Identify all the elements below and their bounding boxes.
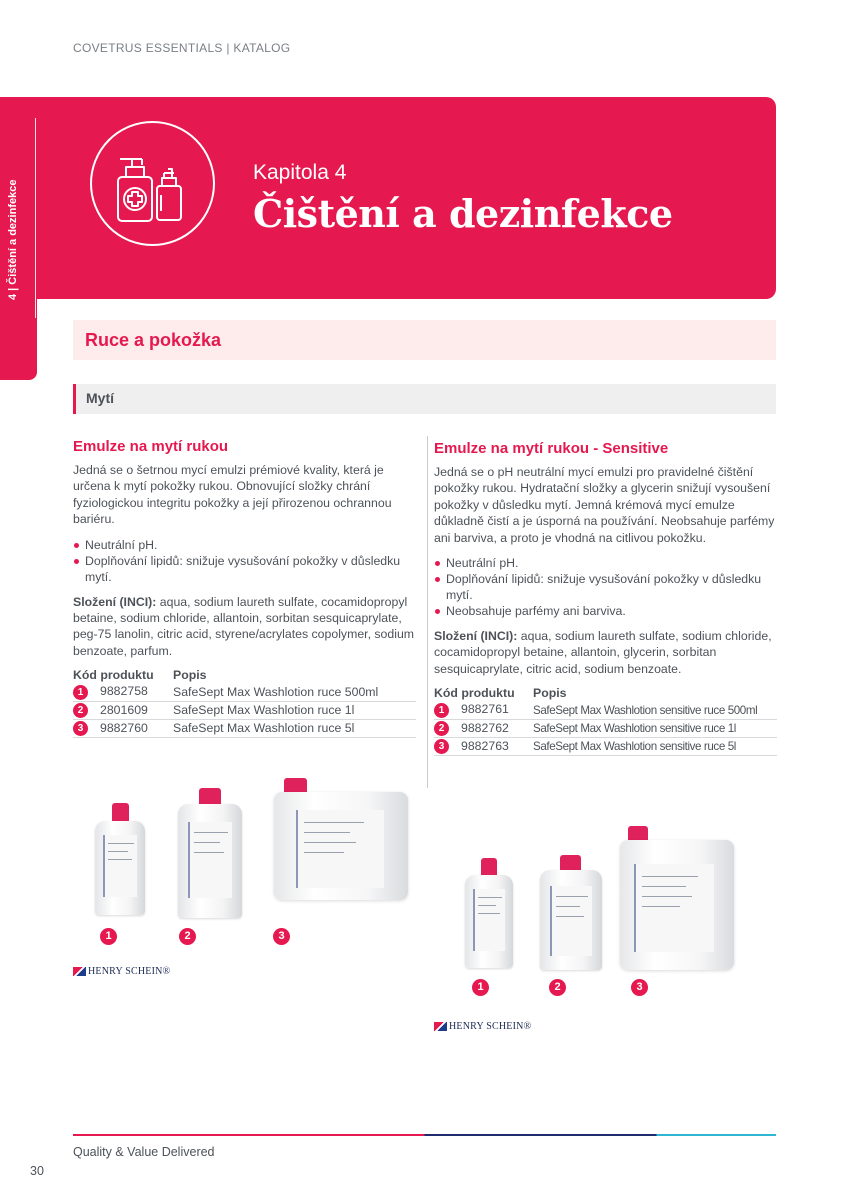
product-code: 9882762 <box>461 720 509 735</box>
item-number-badge: 1 <box>73 685 88 700</box>
composition-label: Složení (INCI): <box>73 594 157 609</box>
table-row <box>73 701 416 719</box>
column-divider <box>427 436 428 788</box>
subsection-header <box>73 384 776 414</box>
bottle-500ml-image <box>95 803 145 915</box>
product-description-cell: SafeSept Max Washlotion ruce 500ml <box>173 683 416 701</box>
product-washlotion <box>73 438 418 738</box>
feature-item: Neutrální pH. <box>434 555 779 571</box>
feature-list <box>73 537 418 585</box>
footer-divider <box>73 1134 776 1136</box>
composition <box>434 628 779 677</box>
hand-sanitizer-bottles-icon <box>90 121 215 246</box>
table-row <box>434 719 777 737</box>
column-header-code: Kód produktu <box>434 685 515 700</box>
product-description-cell: SafeSept Max Washlotion sensitive ruce 5l <box>533 737 777 755</box>
canister-5l-image <box>274 778 408 900</box>
item-number-badge: 3 <box>434 739 449 754</box>
chapter-label: Kapitola 4 <box>253 161 347 184</box>
table-row <box>73 683 416 701</box>
bottle-1l-sensitive-image <box>540 855 602 970</box>
product-description-cell: SafeSept Max Washlotion ruce 5l <box>173 719 416 737</box>
bottle-500ml-sensitive-image <box>465 858 513 968</box>
product-description: Jedná se o šetrnou mycí emulzi prémiové kvality, která je určena k mytí pokožky rukou. Obnovující složky chrání fyziologickou integritu pokožky a její přirozenou ochrannou bariéru. <box>73 463 392 527</box>
table-row <box>434 737 777 755</box>
page-number: 30 <box>30 1164 44 1178</box>
feature-item: Neutrální pH. <box>73 537 418 553</box>
product-table <box>73 667 416 738</box>
table-header-row <box>73 667 416 683</box>
catalog-header: COVETRUS ESSENTIALS | KATALOG <box>73 41 291 55</box>
product-description: Jedná se o pH neutrální mycí emulzi pro pravidelné čištění pokožky rukou. Hydratační složky a glycerin snižují vysoušení pokožky v důsledku mytí. Jemná krémová mycí emulze důkladně čistí a je úsporná na používání. Neobsahuje parfémy ani barviva, a proto je vhodná na citlivou pokožku. <box>434 465 775 545</box>
section-title: Ruce a pokožka <box>85 330 222 350</box>
product-description-cell: SafeSept Max Washlotion sensitive ruce 500ml <box>533 701 777 719</box>
item-number-badge: 3 <box>73 721 88 736</box>
henry-schein-logo <box>73 966 170 977</box>
bottle-1l-image <box>178 788 242 918</box>
composition-text: aqua, sodium laureth sulfate, cocamidopropyl betaine, sodium chloride, allantoin, sorbitan sesquicaprylate, peg-75 lanolin, citric acid, styrene/acrylates copolymer, sodium benzoate, parfum. <box>73 594 415 658</box>
brand-name: HENRY SCHEIN® <box>449 1021 532 1032</box>
product-code: 9882758 <box>100 684 148 699</box>
product-washlotion-sensitive <box>434 440 779 756</box>
image-number-1: 1 <box>472 979 489 996</box>
column-header-description: Popis <box>173 667 207 682</box>
image-number-2: 2 <box>179 928 196 945</box>
composition-label: Složení (INCI): <box>434 629 518 644</box>
table-header-row <box>434 685 777 701</box>
column-header-description: Popis <box>533 685 567 700</box>
feature-item: Doplňování lipidů: snižuje vysušování pokožky v důsledku mytí. <box>434 571 779 603</box>
item-number-badge: 2 <box>73 703 88 718</box>
product-title: Emulze na mytí rukou <box>73 438 229 455</box>
product-description-cell: SafeSept Max Washlotion ruce 1l <box>173 701 416 719</box>
image-number-2: 2 <box>549 979 566 996</box>
product-code: 9882763 <box>461 738 509 753</box>
product-description-cell: SafeSept Max Washlotion sensitive ruce 1l <box>533 719 777 737</box>
brand-name: HENRY SCHEIN® <box>88 966 171 977</box>
image-number-3: 3 <box>273 928 290 945</box>
table-row <box>434 701 777 719</box>
item-number-badge: 2 <box>434 721 449 736</box>
product-table <box>434 685 777 756</box>
chapter-title: Čištění a dezinfekce <box>253 191 673 236</box>
product-code: 9882760 <box>100 720 148 735</box>
henry-schein-mark-icon <box>434 1022 447 1031</box>
product-code: 2801609 <box>100 702 148 717</box>
feature-item: Neobsahuje parfémy ani barviva. <box>434 603 779 619</box>
column-header-code: Kód produktu <box>73 667 154 682</box>
henry-schein-mark-icon <box>73 967 86 976</box>
image-number-1: 1 <box>100 928 117 945</box>
footer-tagline: Quality & Value Delivered <box>73 1145 215 1159</box>
canister-5l-sensitive-image <box>620 826 734 970</box>
product-code: 9882761 <box>461 702 509 717</box>
table-row <box>73 719 416 737</box>
side-tab-label: 4 | Čištění a dezinfekce <box>7 179 19 300</box>
image-number-3: 3 <box>631 979 648 996</box>
subsection-title: Mytí <box>86 390 114 406</box>
product-title: Emulze na mytí rukou - Sensitive <box>434 440 669 457</box>
henry-schein-logo <box>434 1021 531 1032</box>
feature-list <box>434 555 779 619</box>
feature-item: Doplňování lipidů: snižuje vysušování pokožky v důsledku mytí. <box>73 553 418 585</box>
composition-text: aqua, sodium laureth sulfate, sodium chloride, cocamidopropyl betaine, allantoin, glycerin, sorbitan sesquicaprylate, citric acid, sodium benzoate. <box>434 629 772 676</box>
chapter-banner <box>37 97 776 299</box>
section-header <box>73 320 776 360</box>
side-tab-divider <box>35 118 36 318</box>
composition <box>73 594 418 660</box>
item-number-badge: 1 <box>434 703 449 718</box>
